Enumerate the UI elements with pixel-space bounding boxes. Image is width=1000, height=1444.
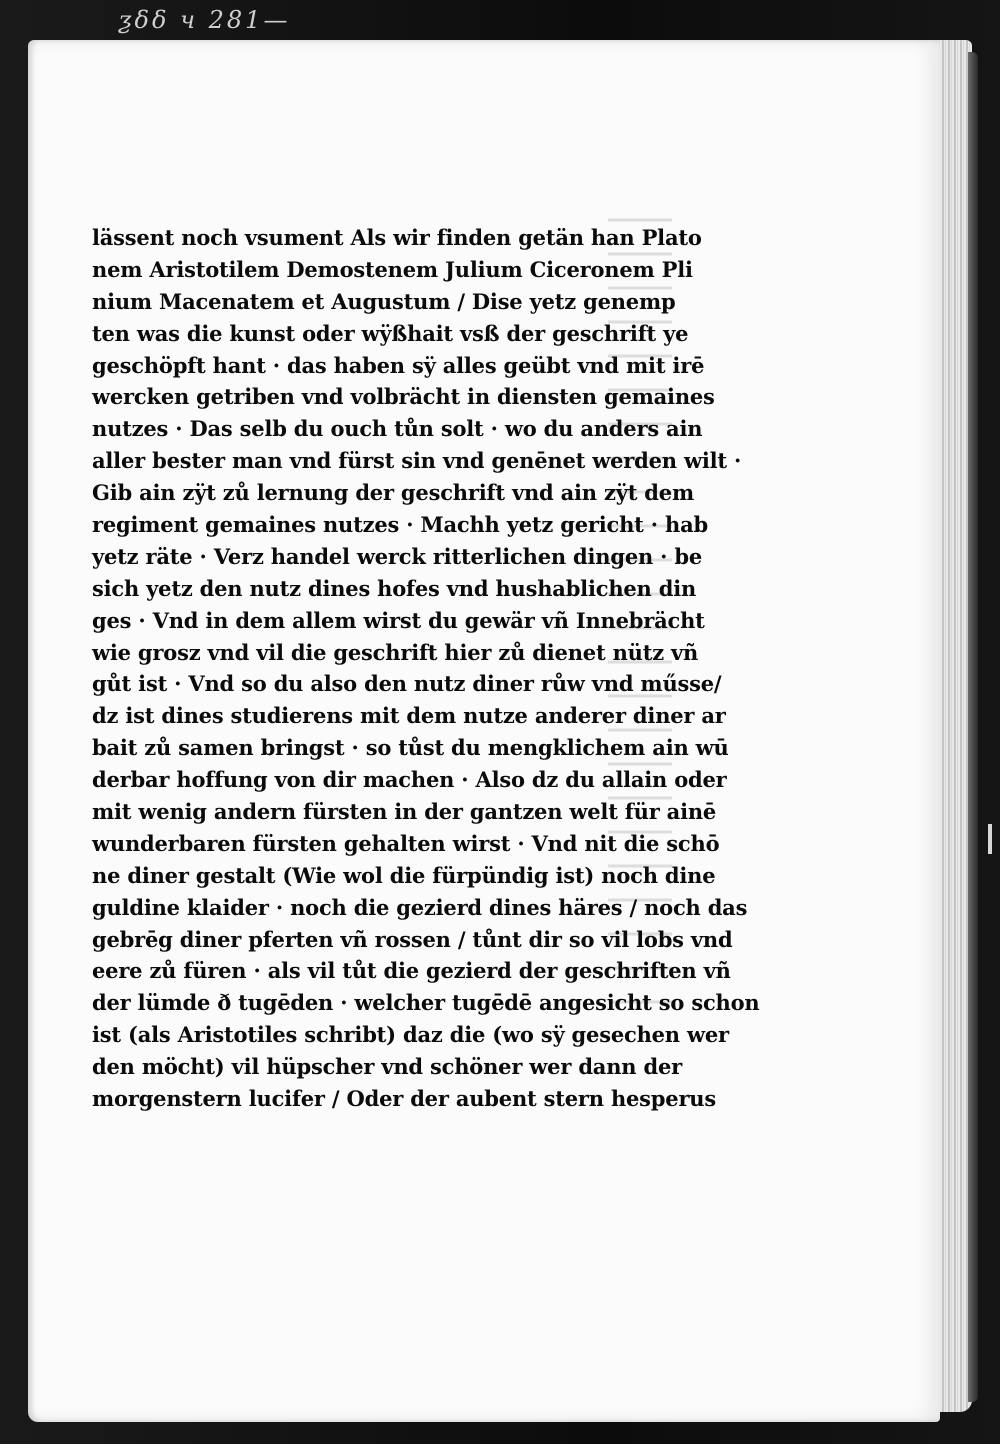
- text-line: Gib ain zÿt zů lernung der geschrift vnd ain zÿt dem: [92, 480, 694, 506]
- book-cover-edge: [968, 52, 978, 1402]
- text-line: guldine klaider · noch die gezierd dines häres / noch das: [92, 894, 748, 920]
- text-line: sich yetz den nutz dines hofes vnd hushablichen din: [92, 575, 697, 601]
- text-line: gůt ist · Vnd so du also den nutz diner růw vnd műsse/: [92, 671, 722, 697]
- page-edge-mark: [988, 824, 992, 854]
- text-line: mit wenig andern fürsten in der gantzen welt für ainē: [92, 799, 717, 825]
- text-line: ges · Vnd in dem allem wirst du gewär vñ Innebrächt: [92, 607, 705, 633]
- text-line: wercken getriben vnd volbrächt in diensten gemaines: [92, 384, 715, 410]
- text-line: nutzes · Das selb du ouch tůn solt · wo du anders ain: [92, 416, 703, 442]
- text-line: nium Macenatem et Augustum / Dise yetz genemp: [92, 288, 676, 314]
- text-line: geschöpft hant · das haben sÿ alles geübt vnd mit irē: [92, 352, 705, 378]
- text-line: regiment gemaines nutzes · Machh yetz gericht · hab: [92, 512, 708, 538]
- text-line: der lümde ð tugēden · welcher tugēdē angesicht so schon: [92, 990, 760, 1016]
- text-line: lässent noch vsument Als wir finden getän han Plato: [92, 225, 702, 250]
- text-line: ist (als Aristotiles schribt) daz die (wo sÿ gesechen wer: [92, 1022, 729, 1048]
- text-line: morgenstern lucifer / Oder der aubent stern hesperus: [92, 1086, 716, 1112]
- handwritten-shelfmark: ƺδδ ч 281—: [118, 6, 291, 34]
- text-line: eere zů füren · als vil tůt die gezierd der geschriften vñ: [92, 958, 731, 984]
- text-line: nem Aristotilem Demostenem Julium Ciceronem Pli: [92, 256, 693, 282]
- text-line: ne diner gestalt (Wie wol die fürpündig ist) noch dine: [92, 862, 716, 888]
- text-line: derbar hoffung von dir machen · Also dz du allain oder: [92, 767, 727, 793]
- text-line: aller bester man vnd fürst sin vnd genēnet werden wilt ·: [92, 448, 742, 474]
- text-line: bait zů samen bringst · so tůst du mengklichem ain wū: [92, 735, 729, 761]
- text-line: den möcht) vil hüpscher vnd schöner wer dann der: [92, 1054, 682, 1080]
- text-line: dz ist dines studierens mit dem nutze anderer diner ar: [92, 703, 726, 729]
- text-line: yetz räte · Verz handel werck ritterlichen dingen · be: [92, 543, 703, 569]
- printed-text-block: [92, 222, 760, 1115]
- text-line: wie grosz vnd vil die geschrift hier zů dienet nütz vñ: [92, 639, 699, 665]
- text-line: gebrēg diner pferten vñ rossen / tůnt dir so vil lobs vnd: [92, 926, 733, 952]
- text-line: wunderbaren fürsten gehalten wirst · Vnd nit die schō: [92, 830, 720, 856]
- text-line: ten was die kunst oder wÿßhait vsß der geschrift ye: [92, 320, 689, 346]
